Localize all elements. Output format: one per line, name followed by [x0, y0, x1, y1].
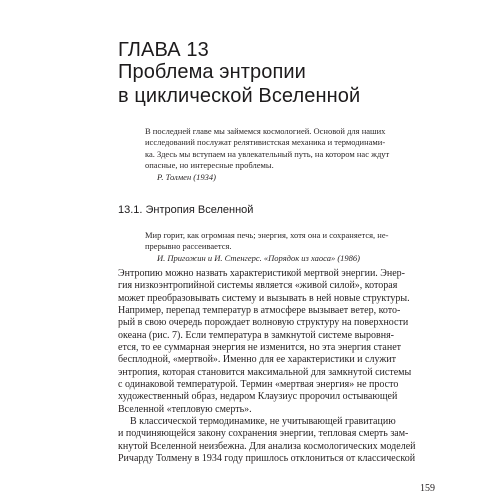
epigraph-line: ка. Здесь мы вступаем на увлекательный путь, на котором нас ждут	[145, 148, 390, 159]
body-line: гия низкоэнтропийной системы является «живой силой», которая	[118, 280, 398, 292]
body-line: Например, перепад температур в атмосфере вызывает ветер, кото-	[118, 305, 401, 317]
epigraph-author: И. Пригожин и И. Стенгерс. «Порядок из хаоса» (1986)	[157, 252, 360, 263]
section-title: 13.1. Энтропия Вселенной	[118, 204, 254, 216]
body-line: океана (рис. 7). Если температура в замкнутой системе выровня-	[118, 329, 395, 341]
epigraph-line: опасные, но интересные проблемы.	[145, 160, 274, 171]
body-line: кнутой Вселенной неизбежна. Для анализа космологических моделей	[118, 440, 416, 452]
chapter-title-line: в циклической Вселенной	[118, 85, 361, 107]
epigraph-line: исследований послужат релятивистская механика и термодинами-	[145, 137, 386, 148]
epigraph-prigogine	[145, 230, 445, 264]
epigraph-tolman	[145, 126, 445, 183]
chapter-label: ГЛАВА 13	[118, 39, 209, 61]
body-line: бесплодной, «мертвой». Именно для ее характеристики и служит	[118, 354, 396, 366]
epigraph-line: В последней главе мы займемся космологией. Основой для наших	[145, 126, 386, 136]
body-line: с одинаковой температурой. Термин «мертвая энергия» не просто	[118, 379, 399, 391]
body-line: Вселенной «тепловую смерть».	[118, 403, 252, 415]
body-line: Энтропию можно назвать характеристикой мертвой энергии. Энер-	[118, 268, 406, 279]
epigraph-line: прерывно рассеивается.	[145, 241, 232, 252]
body-line: В классической термодинамике, не учитывающей гравитацию	[130, 416, 396, 428]
chapter-title-line: Проблема энтропии	[118, 61, 306, 83]
body-line: ется, то ее суммарная энергия не изменится, но эта энергия станет	[118, 342, 401, 354]
epigraph-author: Р. Толмен (1934)	[157, 171, 216, 182]
body-line: художественный образ, недаром Клаузиус пророчил остывающей	[118, 391, 398, 403]
body-line: может преобразовывать систему и вызывать в ней новые структуры.	[118, 292, 410, 304]
body-line: рый в свою очередь порождает волновую структуру на поверхности	[118, 317, 409, 329]
body-text	[118, 268, 448, 466]
body-line: и подчиняющейся закону сохранения энергии, тепловая смерть зам-	[118, 428, 409, 440]
body-line: энтропия, которая становится максимальной для замкнутой системы	[118, 366, 412, 378]
chapter-title	[118, 60, 360, 108]
epigraph-line: Мир горит, как огромная печь; энергия, хотя она и сохраняется, не-	[145, 230, 389, 240]
page-number: 159	[420, 483, 435, 494]
body-line: Ричарду Толмену в 1934 году пришлось отклониться от классической	[118, 453, 416, 465]
